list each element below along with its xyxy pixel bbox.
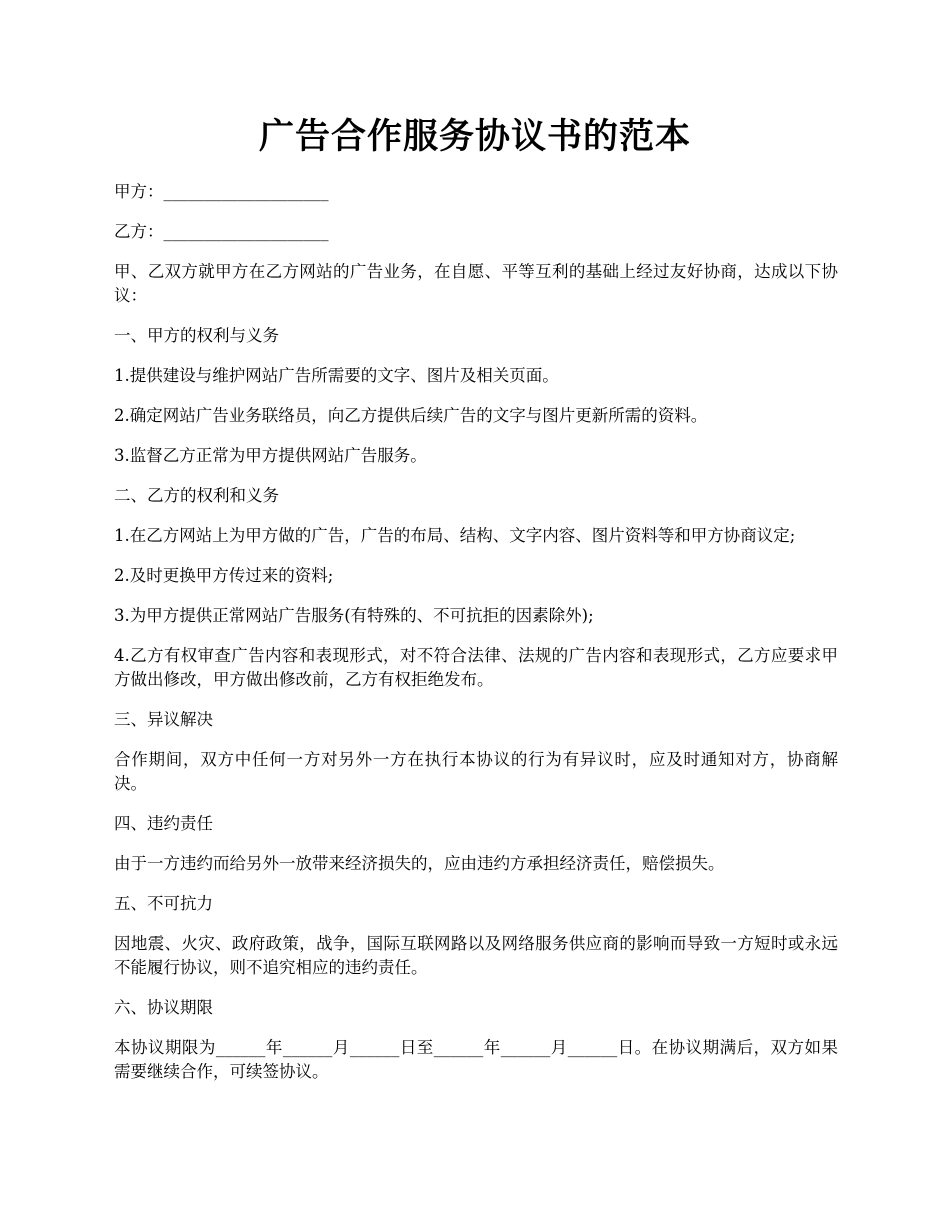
clause-2-2: 2.及时更换甲方传过来的资料; <box>114 566 334 585</box>
section-heading-3: 三、异议解决 <box>114 710 213 729</box>
document-body <box>114 180 838 1100</box>
clause-5: 因地震、火灾、政府政策，战争，国际互联网路以及网络服务供应商的影响而导致一方短时或永远不能履行协议，则不追究相应的违约责任。 <box>114 934 838 977</box>
section-heading-6: 六、协议期限 <box>114 998 213 1017</box>
section-heading-1: 一、甲方的权利与义务 <box>114 326 279 345</box>
clause-2-4: 4.乙方有权审查广告内容和表现形式，对不符合法律、法规的广告内容和表现形式，乙方应要求甲方做出修改，甲方做出修改前，乙方有权拒绝发布。 <box>114 646 838 689</box>
document-title: 广告合作服务协议书的范本 <box>258 116 691 157</box>
clause-1-3: 3.监督乙方正常为甲方提供网站广告服务。 <box>114 446 427 465</box>
section-heading-5: 五、不可抗力 <box>114 894 213 913</box>
clause-3: 合作期间，双方中任何一方对另外一方在执行本协议的行为有异议时，应及时通知对方，协商解决。 <box>114 750 838 793</box>
clause-1-1: 1.提供建设与维护网站广告所需要的文字、图片及相关页面。 <box>114 366 559 385</box>
clause-1-2: 2.确定网站广告业务联络员，向乙方提供后续广告的文字与图片更新所需的资料。 <box>114 406 708 425</box>
party-a-line: 甲方：____________________ <box>114 182 329 201</box>
clause-2-3: 3.为甲方提供正常网站广告服务(有特殊的、不可抗拒的因素除外); <box>114 606 594 625</box>
clause-4: 由于一方违约而给另外一放带来经济损失的，应由违约方承担经济责任，赔偿损失。 <box>114 854 725 873</box>
intro-paragraph: 甲、乙双方就甲方在乙方网站的广告业务，在自愿、平等互利的基础上经过友好协商，达成以下协议： <box>114 262 838 305</box>
clause-6: 本协议期限为______年______月______日至______年______月______日。在协议期满后，双方如果需要继续合作，可续签协议。 <box>114 1038 838 1081</box>
section-heading-4: 四、违约责任 <box>114 814 213 833</box>
clause-2-1: 1.在乙方网站上为甲方做的广告，广告的布局、结构、文字内容、图片资料等和甲方协商议定; <box>114 526 796 545</box>
section-heading-2: 二、乙方的权利和义务 <box>114 486 279 505</box>
party-b-line: 乙方：____________________ <box>114 222 329 241</box>
